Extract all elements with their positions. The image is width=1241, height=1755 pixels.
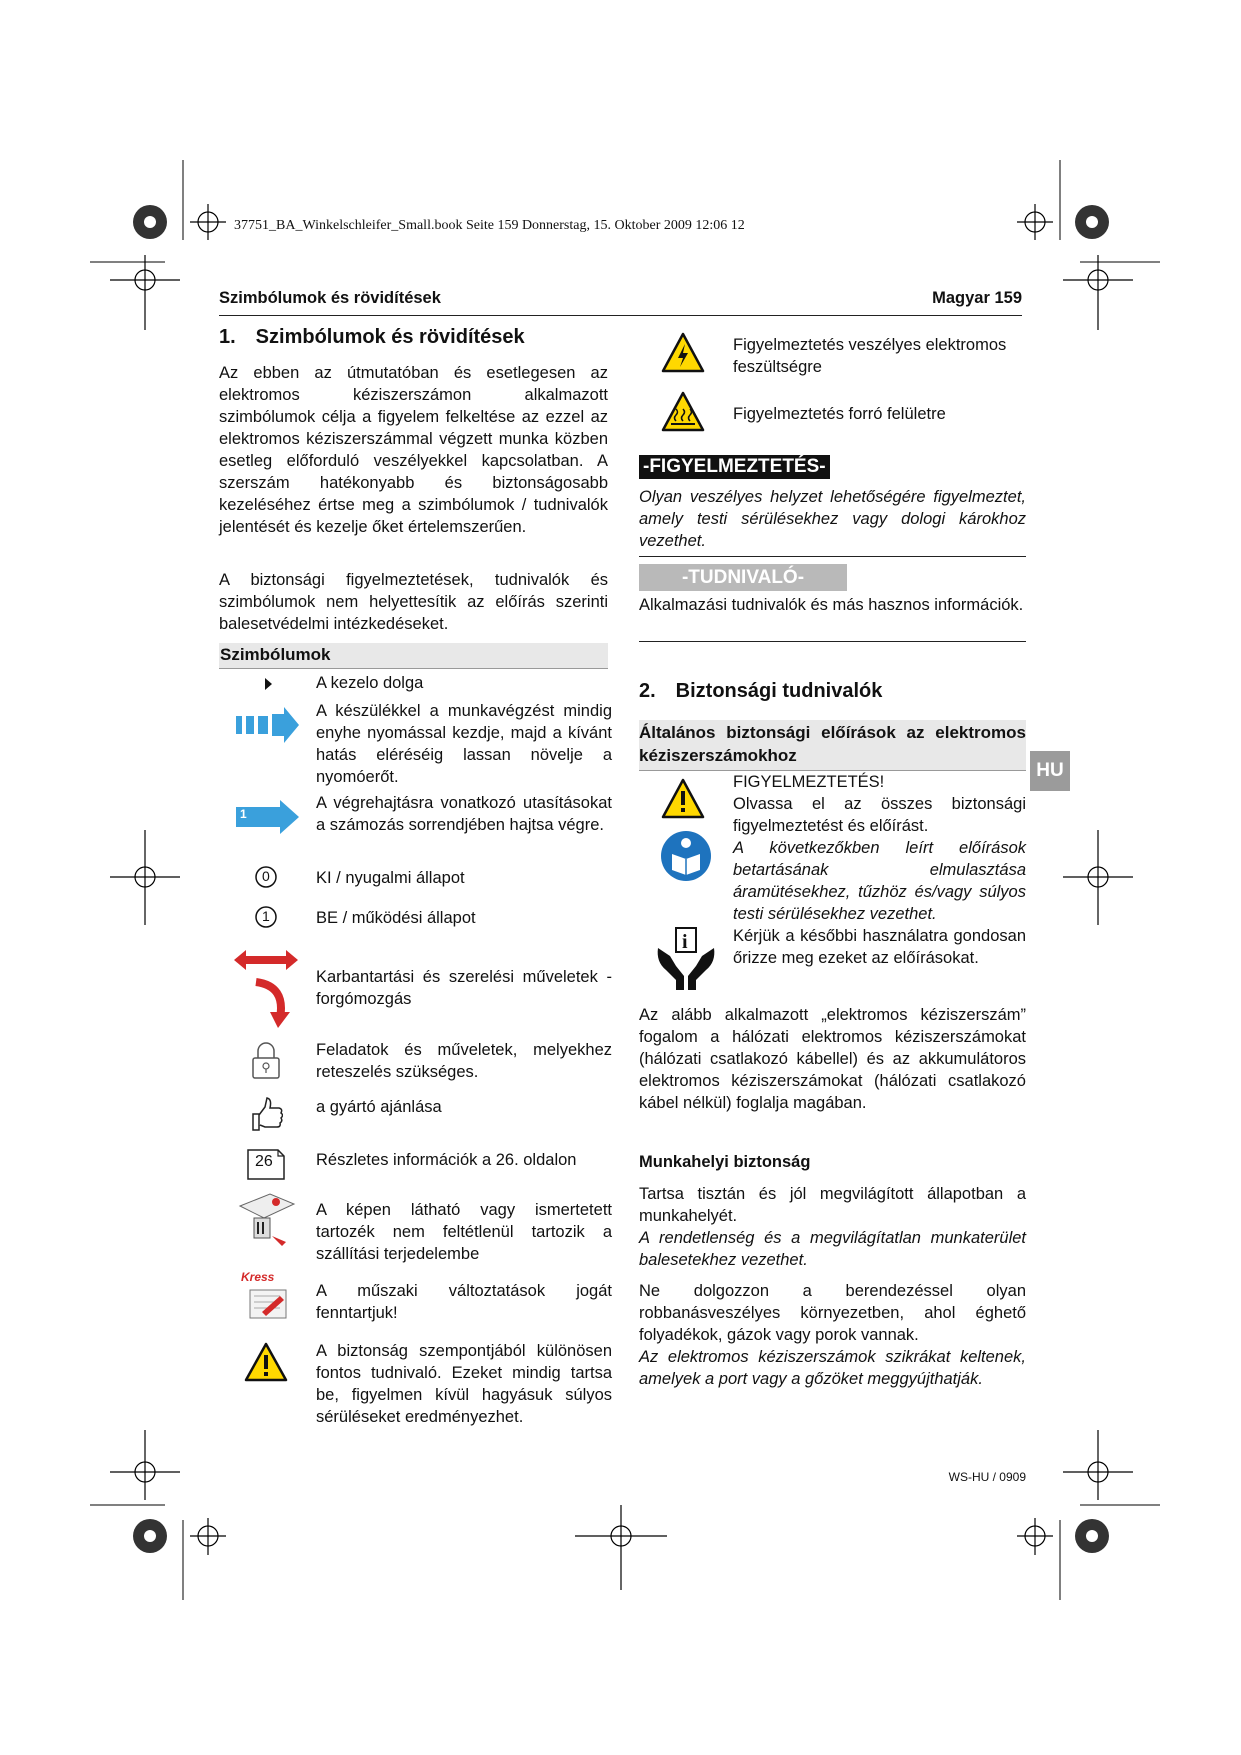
on-circle-label: 1 (262, 908, 270, 924)
symbol-text-11: A biztonság szempontjából különösen fontos tudnivaló. Ezeket mindig tartsa be, figyelmen kívül hagyásuk súlyos sérüléseket eredményezhet. (316, 1342, 612, 1426)
note-box-label: -TUDNIVALÓ- (639, 564, 847, 591)
right-symbol-text-0: Figyelmeztetés veszélyes elektromos feszültségre (733, 336, 1007, 376)
definition-text: Az alább alkalmazott „elektromos kéziszerszám” fogalom a hálózati elektromos kéziszerszámokat (hálózati csatlakozó kábellel) és az akkumulátoros elektromos kéziszerszámokat (hálózati csatlakozó kábel nélkül) foglalja magában. (639, 1006, 1026, 1112)
symbols-heading-bar (219, 643, 608, 669)
warning-read-text: Olvassa el az összes biztonsági figyelmeztetést és előírást. (733, 795, 1026, 835)
running-header-right: Magyar 159 (932, 289, 1022, 307)
symbol-text-2: A végrehajtásra vonatkozó utasításokat a számozás sorrendjében hajtsa végre. (316, 794, 612, 834)
symbol-text-5: Karbantartási és szerelési műveletek - forgómozgás (316, 968, 612, 1008)
workplace-italic-1: A rendetlenség és a megvilágítatlan munkaterület balesetekhez vezethet. (639, 1229, 1026, 1269)
kress-logo: Kress (241, 1270, 275, 1284)
progress-arrow-icon (236, 706, 300, 746)
thumbs-up-icon (249, 1096, 283, 1134)
warning-read-triangle-icon (661, 778, 705, 820)
warning-box-rule (639, 556, 1026, 557)
step-arrow-label: 1 (240, 807, 247, 821)
lock-icon (250, 1040, 282, 1080)
workplace-heading: Munkahelyi biztonság (639, 1153, 811, 1171)
general-heading-bar (639, 720, 1026, 771)
note-box-text: Alkalmazási tudnivalók és más hasznos információk. (639, 596, 1024, 614)
symbol-text-0: A kezelo dolga (316, 674, 424, 692)
workplace-text-2: Ne dolgozzon a berendezéssel olyan robbanásveszélyes környezetben, ahol éghető folyadékok, gázok vagy porok vannak. (639, 1282, 1026, 1344)
symbols-heading: Szimbólumok (220, 645, 331, 664)
svg-text:i: i (682, 931, 688, 953)
keep-instructions-icon (656, 926, 716, 990)
symbol-text-9: A képen látható vagy ismertetett tartozék nem feltétlenül tartozik a szállítási terjedelembe (316, 1201, 612, 1263)
note-box-rule (639, 641, 1026, 642)
symbol-text-4: BE / működési állapot (316, 909, 476, 927)
symbol-text-10: A műszaki változtatások jogát fenntartjuk! (316, 1282, 612, 1322)
warning-triangle-icon (244, 1342, 288, 1382)
right-symbol-text-1: Figyelmeztetés forró felületre (733, 405, 946, 423)
triangle-bullet-icon (262, 676, 276, 692)
accessory-icon (236, 1192, 298, 1248)
footer-code: WS-HU / 0909 (948, 1470, 1026, 1484)
warning-box-text: Olyan veszélyes helyzet lehetőségére figyelmeztet, amely testi sérülésekhez vagy dologi károkhoz vezethet. (639, 488, 1026, 550)
symbol-text-3: KI / nyugalmi állapot (316, 869, 465, 887)
hot-surface-icon (661, 391, 705, 433)
section-2-title: 2. Biztonsági tudnivalók (639, 680, 883, 702)
section-1-note: A biztonsági figyelmeztetések, tudnivalók és szimbólumok nem helyettesítik az előírás szerinti balesetvédelmi intézkedéseket. (219, 571, 608, 633)
rotation-arrows-icon (234, 948, 300, 1028)
header-rule (219, 315, 1022, 316)
workplace-italic-2: Az elektromos kéziszerszámok szikrákat keltenek, amelyek a port vagy a gőzöket meggyújthatják. (639, 1348, 1026, 1388)
symbol-text-8: Részletes információk a 26. oldalon (316, 1151, 577, 1169)
electric-hazard-icon (661, 332, 705, 374)
book-page-label: 26 (255, 1153, 273, 1170)
workplace-text-1: Tartsa tisztán és jól megvilágított állapotban a munkahelyét. (639, 1185, 1026, 1225)
language-tab: HU (1030, 751, 1070, 791)
symbol-text-7: a gyártó ajánlása (316, 1098, 442, 1116)
general-heading: Általános biztonsági előírások az elektromos kéziszerszámokhoz (639, 723, 1026, 765)
section-1-intro: Az ebben az útmutatóban és esetlegesen az elektromos kéziszerszámon alkalmazott szimbólumok célja a figyelem felkeltése az ezzel az elektromos kéziszerszámmal végzett munka közben esetleg előforduló veszélyekkel kapcsolatban. A szerszám hatékonyabb és biztonságosabb kezeléséhez értse meg a szimbólumok / tudnivalók jelentését és kezelje őket értelemszerűen. (219, 364, 608, 536)
warning-consequence-text: A következőkben leírt előírások betartásának elmulasztása áramütésekhez, tűzhöz és/vagy súlyos testi sérülésekhez vezethet. (733, 839, 1026, 923)
symbol-text-6: Feladatok és műveletek, melyekhez reteszelés szükséges. (316, 1041, 612, 1081)
read-manual-icon (660, 830, 712, 882)
section-1-title: 1. Szimbólumok és rövidítések (219, 326, 525, 348)
warning-box-label: -FIGYELMEZTETÉS- (639, 455, 830, 479)
symbol-text-1: A készülékkel a munkavégzést mindig enyhe nyomással kezdje, majd a kívánt hatás eléréséig lassan növelje a nyomóerőt. (316, 702, 612, 786)
off-circle-label: 0 (262, 868, 270, 884)
file-info-slug: 37751_BA_Winkelschleifer_Small.book Seite 159 Donnerstag, 15. Oktober 2009 12:06 12 (234, 218, 745, 233)
running-header-left: Szimbólumok és rövidítések (219, 289, 441, 307)
warning-title: FIGYELMEZTETÉS! (733, 773, 885, 791)
keep-instructions-text: Kérjük a későbbi használatra gondosan őrizze meg ezeket az előírásokat. (733, 927, 1026, 967)
